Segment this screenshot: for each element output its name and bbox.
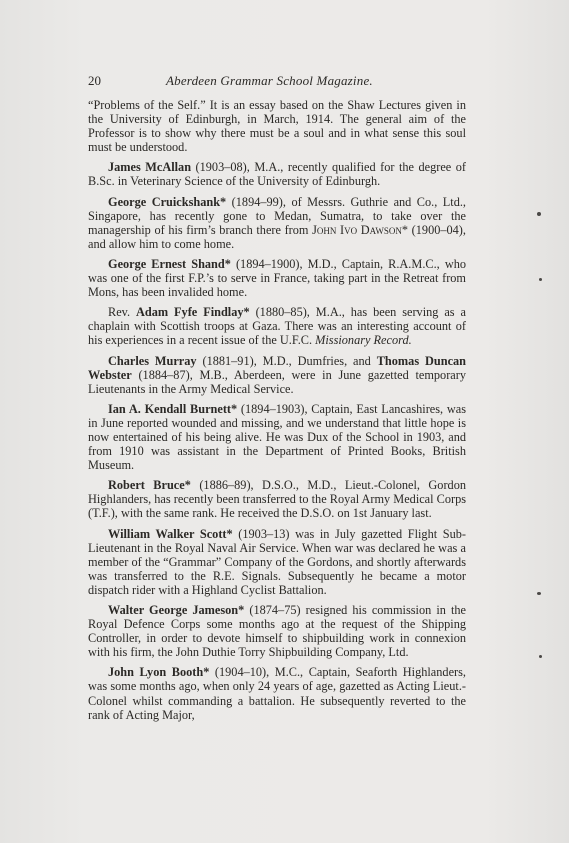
- text-run: Rev.: [108, 305, 137, 320]
- person-name: Walter George Jameson*: [108, 603, 245, 617]
- margin-speck: [539, 655, 542, 658]
- person-name: William Walker Scott*: [108, 526, 233, 541]
- page-number: 20: [88, 73, 101, 88]
- person-name: Adam Fyfe Findlay*: [136, 305, 250, 320]
- text-run: (1884–87), M.B., Aberdeen, were in June gazetted temporary Lieutenants in the Army Medical Service.: [88, 367, 466, 396]
- text-run: (1894–1900), M.D., Captain, R.A.M.C., who was one of the first F.P.’s to serve in France, taking part in the Retreat from Mons, has been invalided home.: [88, 256, 466, 300]
- person-name: Ian A. Kendall Burnett*: [108, 401, 238, 416]
- paragraph: [88, 402, 466, 472]
- paragraph: [88, 160, 466, 188]
- person-name: John Lyon Booth*: [108, 665, 210, 680]
- margin-speck: [537, 592, 541, 595]
- text-run: (1880–85), M.A., has been serving as a chaplain with Scottish troops at Gaza. There was an interesting account of his experiences in a recent issue of the U.F.C.: [88, 305, 466, 348]
- paragraph: [88, 603, 466, 659]
- running-title: Aberdeen Grammar School Magazine.: [166, 73, 373, 88]
- article-body: [88, 98, 466, 728]
- person-name: Thomas Duncan Webster: [88, 353, 467, 382]
- person-name: George Cruickshank*: [108, 194, 227, 209]
- text-run: (1881–91), M.D., Dumfries, and: [196, 353, 377, 368]
- person-name: Charles Murray: [108, 353, 197, 368]
- person-name: Robert Bruce*: [108, 478, 191, 493]
- text-run: (1903–13) was in July gazetted Flight Sub-Lieutenant in the Royal Naval Air Service. When war was declared he was a member of the “Grammar” Company of the Gordons, and shortly afterwards was transferred to the R.E. Signals. Subsequently he became a motor dispatch rider with a Highland Cyclist Battalion.: [88, 526, 466, 597]
- person-name: James McAllan: [108, 160, 192, 175]
- margin-speck: [537, 212, 541, 216]
- text-run: (1903–08), M.A., recently qualified for the degree of B.Sc. in Veterinary Science of the University of Edinburgh.: [88, 160, 467, 189]
- text-run: “Problems of the Self.” It is an essay based on the Shaw Lectures given in the University of Edinburgh, in March, 1914. The general aim of the Professor is to show why there must be a soul and in what sense this soul must be understood.: [88, 98, 466, 155]
- paragraph: [88, 98, 466, 154]
- text-run: (1904–10), M.C., Captain, Seaforth Highlanders, was some months ago, when only 24 years of age, gazetted as Acting Lieut.-Colonel whilst commanding a battalion. He subsequently reverted to the rank of Acting Major,: [88, 665, 466, 722]
- margin-speck: [539, 278, 542, 281]
- paragraph: [88, 478, 466, 520]
- paragraph: [88, 195, 466, 251]
- text-run: (1886–89), D.S.O., M.D., Lieut.-Colonel, Gordon Highlanders, has recently been transferred to the Royal Army Medical Corps (T.F.), with the same rank. He received the D.S.O. on 1st January last.: [88, 478, 467, 521]
- italic-title: Missionary Record.: [315, 333, 412, 348]
- paragraph: [88, 354, 466, 396]
- person-name: George Ernest Shand*: [108, 256, 231, 271]
- page-header: [88, 73, 488, 91]
- paragraph: [88, 257, 466, 299]
- text-run: (1894–1903), Captain, East Lancashires, was in June reported wounded and missing, and we understand that little hope is now entertained of his being alive. He was Dux of the School in 1903, and from 1910 was assistant in the Department of Printed Books, British Museum.: [88, 401, 466, 473]
- paragraph: [88, 527, 466, 597]
- text-run: (1894–99), of Messrs. Guthrie and Co., Ltd., Singapore, has recently gone to Medan, Sumatra, to take over the managership of his firm’s branch there from: [88, 194, 466, 237]
- paragraph: [88, 665, 466, 721]
- text-run: (1874–75) resigned his commission in the Royal Defence Corps some months ago at the request of the Shipping Controller, in order to devote himself to shipbuilding work in connexion with his firm, the John Duthie Torry Shipbuilding Company, Ltd.: [88, 603, 466, 660]
- small-caps-name: John Ivo Dawson*: [312, 222, 409, 237]
- text-run: (1900–04), and allow him to come home.: [88, 222, 466, 251]
- paragraph: [88, 305, 466, 347]
